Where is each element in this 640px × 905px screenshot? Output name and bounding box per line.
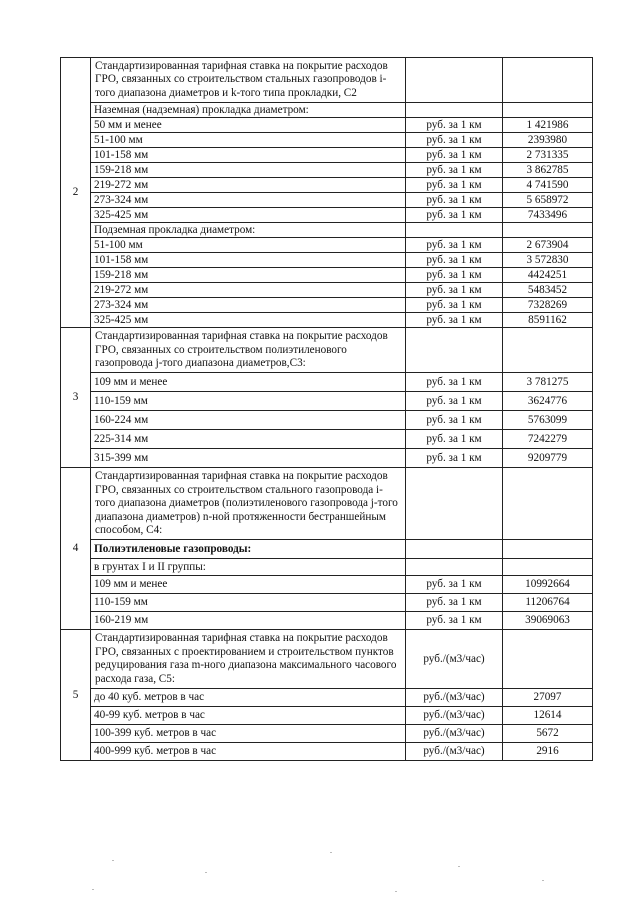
unit-cell: руб. за 1 км: [406, 430, 503, 449]
table-row: [61, 689, 593, 707]
table-row: [61, 268, 593, 283]
section-unit: [406, 328, 503, 373]
section-title: Стандартизированная тарифная ставка на покрытие расходов ГРО, связанных с проектированием и строительством пунктов редуцирования газа m-ного диапазона максимального часового расхода газа, С5:: [91, 630, 406, 689]
table-row: [61, 148, 593, 163]
unit-cell: руб. за 1 км: [406, 449, 503, 468]
scan-speck: [92, 889, 94, 890]
rate-value: 27097: [503, 689, 593, 707]
category-label: Полиэтиленовые газопроводы:: [91, 540, 406, 559]
unit-cell: руб./(м3/час): [406, 743, 503, 761]
scan-speck: [542, 880, 544, 881]
unit-cell: руб. за 1 км: [406, 392, 503, 411]
unit-cell: руб./(м3/час): [406, 725, 503, 743]
rate-value: 3 862785: [503, 163, 593, 178]
rate-value: 8591162: [503, 313, 593, 328]
unit-cell: руб. за 1 км: [406, 163, 503, 178]
rate-value: 3 572830: [503, 253, 593, 268]
item-range: 225-314 мм: [91, 430, 406, 449]
empty-cell: [503, 540, 593, 559]
unit-cell: руб. за 1 км: [406, 283, 503, 298]
rate-value: 4 741590: [503, 178, 593, 193]
item-range: 100-399 куб. метров в час: [91, 725, 406, 743]
rate-value: 5 658972: [503, 193, 593, 208]
subgroup-label: Наземная (надземная) прокладка диаметром:: [91, 103, 406, 118]
rate-value: 39069063: [503, 612, 593, 630]
unit-cell: руб./(м3/час): [406, 707, 503, 725]
table-row: [61, 411, 593, 430]
item-range: 315-399 мм: [91, 449, 406, 468]
section-number: 5: [61, 630, 91, 761]
table-row: [61, 313, 593, 328]
rate-value: 2 731335: [503, 148, 593, 163]
subgroup-label-row: [61, 223, 593, 238]
rate-value: 5483452: [503, 283, 593, 298]
section-title: Стандартизированная тарифная ставка на покрытие расходов ГРО, связанных со строительством стальных газопроводов i-того диапазона диаметров и k-того типа прокладки, С2: [91, 58, 406, 103]
item-range: 160-224 мм: [91, 411, 406, 430]
diameter-range: 50 мм и менее: [91, 118, 406, 133]
table-row: [61, 725, 593, 743]
rate-value: 2916: [503, 743, 593, 761]
unit-cell: руб. за 1 км: [406, 313, 503, 328]
table-row: [61, 253, 593, 268]
item-range: 110-159 мм: [91, 594, 406, 612]
diameter-range: 51-100 мм: [91, 133, 406, 148]
diameter-range: 273-324 мм: [91, 298, 406, 313]
scan-speck: [395, 891, 397, 892]
diameter-range: 219-272 мм: [91, 283, 406, 298]
empty-cell: [406, 540, 503, 559]
rate-value: 7433496: [503, 208, 593, 223]
section-unit: [406, 58, 503, 103]
unit-cell: руб. за 1 км: [406, 612, 503, 630]
rate-value: 2 673904: [503, 238, 593, 253]
empty-cell: [503, 103, 593, 118]
section-header-row: [61, 328, 593, 373]
section-value: [503, 328, 593, 373]
empty-cell: [406, 223, 503, 238]
section-header-row: [61, 58, 593, 103]
rate-value: 12614: [503, 707, 593, 725]
item-range: 110-159 мм: [91, 392, 406, 411]
empty-cell: [503, 223, 593, 238]
section-value: [503, 468, 593, 540]
rate-value: 5763099: [503, 411, 593, 430]
item-range: 400-999 куб. метров в час: [91, 743, 406, 761]
rate-value: 11206764: [503, 594, 593, 612]
table-row: [61, 178, 593, 193]
unit-cell: руб. за 1 км: [406, 373, 503, 392]
item-range: 40-99 куб. метров в час: [91, 707, 406, 725]
unit-cell: руб. за 1 км: [406, 411, 503, 430]
section-title: Стандартизированная тарифная ставка на покрытие расходов ГРО, связанных со строительством полиэтиленового газопровода j-того диапазона диаметров,С3:: [91, 328, 406, 373]
empty-cell: [406, 103, 503, 118]
table-row: [61, 430, 593, 449]
unit-cell: руб. за 1 км: [406, 118, 503, 133]
rate-value: 7328269: [503, 298, 593, 313]
diameter-range: 325-425 мм: [91, 208, 406, 223]
unit-cell: руб. за 1 км: [406, 576, 503, 594]
empty-cell: [406, 559, 503, 576]
rate-value: 3 781275: [503, 373, 593, 392]
diameter-range: 101-158 мм: [91, 253, 406, 268]
diameter-range: 101-158 мм: [91, 148, 406, 163]
unit-cell: руб. за 1 км: [406, 178, 503, 193]
scan-speck: [330, 852, 332, 853]
table-row: [61, 707, 593, 725]
table-row: [61, 594, 593, 612]
rate-value: 3624776: [503, 392, 593, 411]
diameter-range: 219-272 мм: [91, 178, 406, 193]
table-row: [61, 193, 593, 208]
table-row: [61, 743, 593, 761]
unit-cell: руб. за 1 км: [406, 298, 503, 313]
section-unit: [406, 468, 503, 540]
table-row: [61, 373, 593, 392]
scan-speck: [112, 860, 114, 861]
section-number: 3: [61, 328, 91, 468]
table-row: [61, 392, 593, 411]
scan-speck: [458, 866, 460, 867]
section-number: 2: [61, 58, 91, 328]
diameter-range: 325-425 мм: [91, 313, 406, 328]
section-title: Стандартизированная тарифная ставка на покрытие расходов ГРО, связанных со строительством стального газопровода i-того диапазона диаметров (полиэтиленового газопровода j-того диапазона диаметров) n-ной протяженности бестраншейным способом, С4:: [91, 468, 406, 540]
bold-label-row: [61, 540, 593, 559]
section-header-row: [61, 630, 593, 689]
unit-cell: руб. за 1 км: [406, 148, 503, 163]
unit-cell: руб. за 1 км: [406, 253, 503, 268]
item-range: 109 мм и менее: [91, 373, 406, 392]
subgroup-label: Подземная прокладка диаметром:: [91, 223, 406, 238]
section-value: [503, 58, 593, 103]
rate-value: 7242279: [503, 430, 593, 449]
table-row: [61, 208, 593, 223]
sub-label-row: [61, 559, 593, 576]
table-row: [61, 612, 593, 630]
tariff-table: [60, 57, 593, 761]
scan-speck: [205, 872, 207, 873]
soil-group-label: в грунтах I и II группы:: [91, 559, 406, 576]
subgroup-label-row: [61, 103, 593, 118]
rate-value: 4424251: [503, 268, 593, 283]
table-row: [61, 238, 593, 253]
table-row: [61, 118, 593, 133]
rate-value: 2393980: [503, 133, 593, 148]
tariff-table-body: [61, 58, 593, 761]
unit-cell: руб. за 1 км: [406, 238, 503, 253]
section-unit: руб./(м3/час): [406, 630, 503, 689]
diameter-range: 273-324 мм: [91, 193, 406, 208]
rate-value: 9209779: [503, 449, 593, 468]
table-row: [61, 576, 593, 594]
rate-value: 5672: [503, 725, 593, 743]
unit-cell: руб./(м3/час): [406, 689, 503, 707]
unit-cell: руб. за 1 км: [406, 268, 503, 283]
rate-value: 10992664: [503, 576, 593, 594]
section-number: 4: [61, 468, 91, 630]
unit-cell: руб. за 1 км: [406, 133, 503, 148]
rate-value: 1 421986: [503, 118, 593, 133]
table-row: [61, 163, 593, 178]
item-range: 109 мм и менее: [91, 576, 406, 594]
table-row: [61, 283, 593, 298]
diameter-range: 51-100 мм: [91, 238, 406, 253]
table-row: [61, 298, 593, 313]
unit-cell: руб. за 1 км: [406, 208, 503, 223]
item-range: до 40 куб. метров в час: [91, 689, 406, 707]
table-row: [61, 133, 593, 148]
unit-cell: руб. за 1 км: [406, 193, 503, 208]
diameter-range: 159-218 мм: [91, 163, 406, 178]
table-row: [61, 449, 593, 468]
diameter-range: 159-218 мм: [91, 268, 406, 283]
section-value: [503, 630, 593, 689]
section-header-row: [61, 468, 593, 540]
item-range: 160-219 мм: [91, 612, 406, 630]
unit-cell: руб. за 1 км: [406, 594, 503, 612]
empty-cell: [503, 559, 593, 576]
